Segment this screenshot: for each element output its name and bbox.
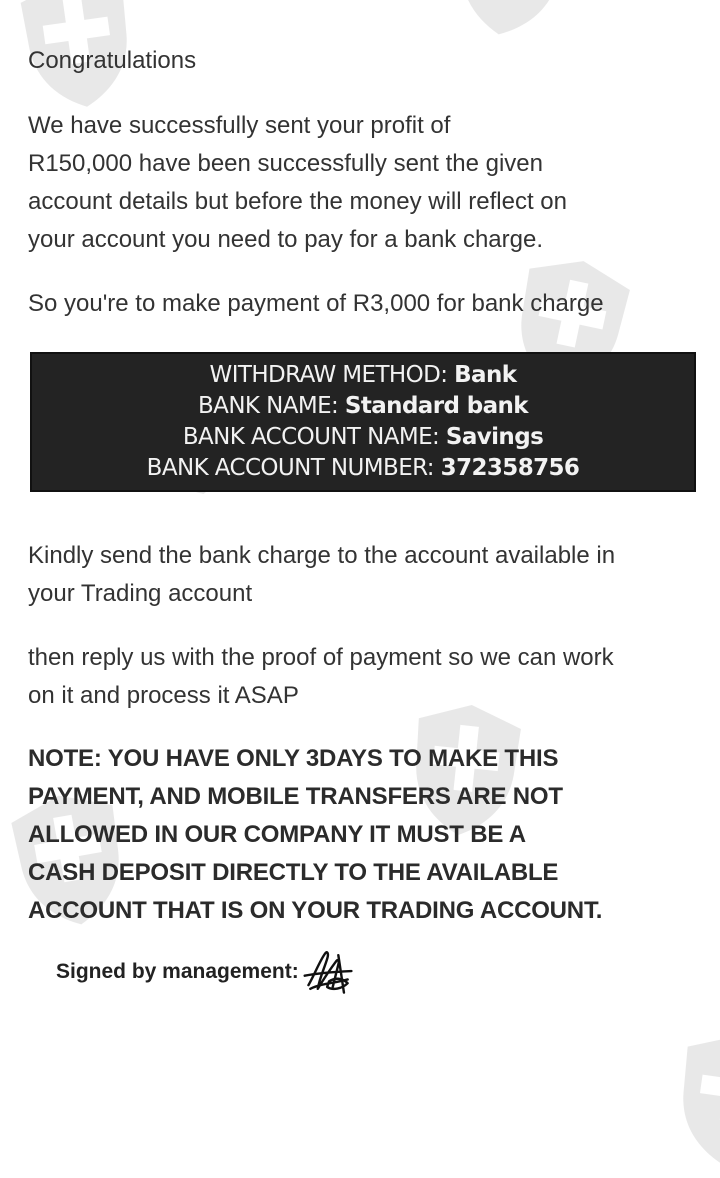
bank-detail-value: 372358756 <box>441 455 580 481</box>
bank-detail-withdraw-method <box>210 360 517 391</box>
bank-detail-account-name <box>183 422 543 453</box>
bank-detail-bank-name <box>198 391 528 422</box>
greeting-text: Congratulations <box>28 42 698 80</box>
bank-detail-label: BANK ACCOUNT NUMBER: <box>147 455 441 481</box>
amount-paragraph: So you're to make payment of R3,000 for bank charge <box>28 285 698 323</box>
bank-detail-account-number <box>147 453 580 484</box>
instruction-paragraph: Kindly send the bank charge to the account available in your Trading account <box>28 537 698 613</box>
note-paragraph: NOTE: YOU HAVE ONLY 3DAYS TO MAKE THIS PAYMENT, AND MOBILE TRANSFERS ARE NOT ALLOWED IN OUR COMPANY IT MUST BE A CASH DEPOSIT DIRECTLY TO THE AVAILABLE ACCOUNT THAT IS ON YOUR TRADING ACCOUNT. <box>28 740 708 930</box>
bank-detail-value: Savings <box>446 424 543 450</box>
signature-mark <box>301 947 357 997</box>
bank-detail-value: Bank <box>454 362 516 388</box>
bank-detail-label: BANK NAME: <box>198 393 345 419</box>
signature-line <box>56 952 357 992</box>
bank-details-box <box>30 352 696 492</box>
bank-detail-value: Standard bank <box>345 393 528 419</box>
reply-paragraph: then reply us with the proof of payment so we can work on it and process it ASAP <box>28 639 698 715</box>
signed-by-label: Signed by management: <box>56 960 299 984</box>
intro-paragraph: We have successfully sent your profit of R150,000 have been successfully sent the given account details but before the money will reflect on your account you need to pay for a bank charge. <box>28 107 698 259</box>
bank-detail-label: WITHDRAW METHOD: <box>210 362 455 388</box>
bank-detail-label: BANK ACCOUNT NAME: <box>183 424 446 450</box>
